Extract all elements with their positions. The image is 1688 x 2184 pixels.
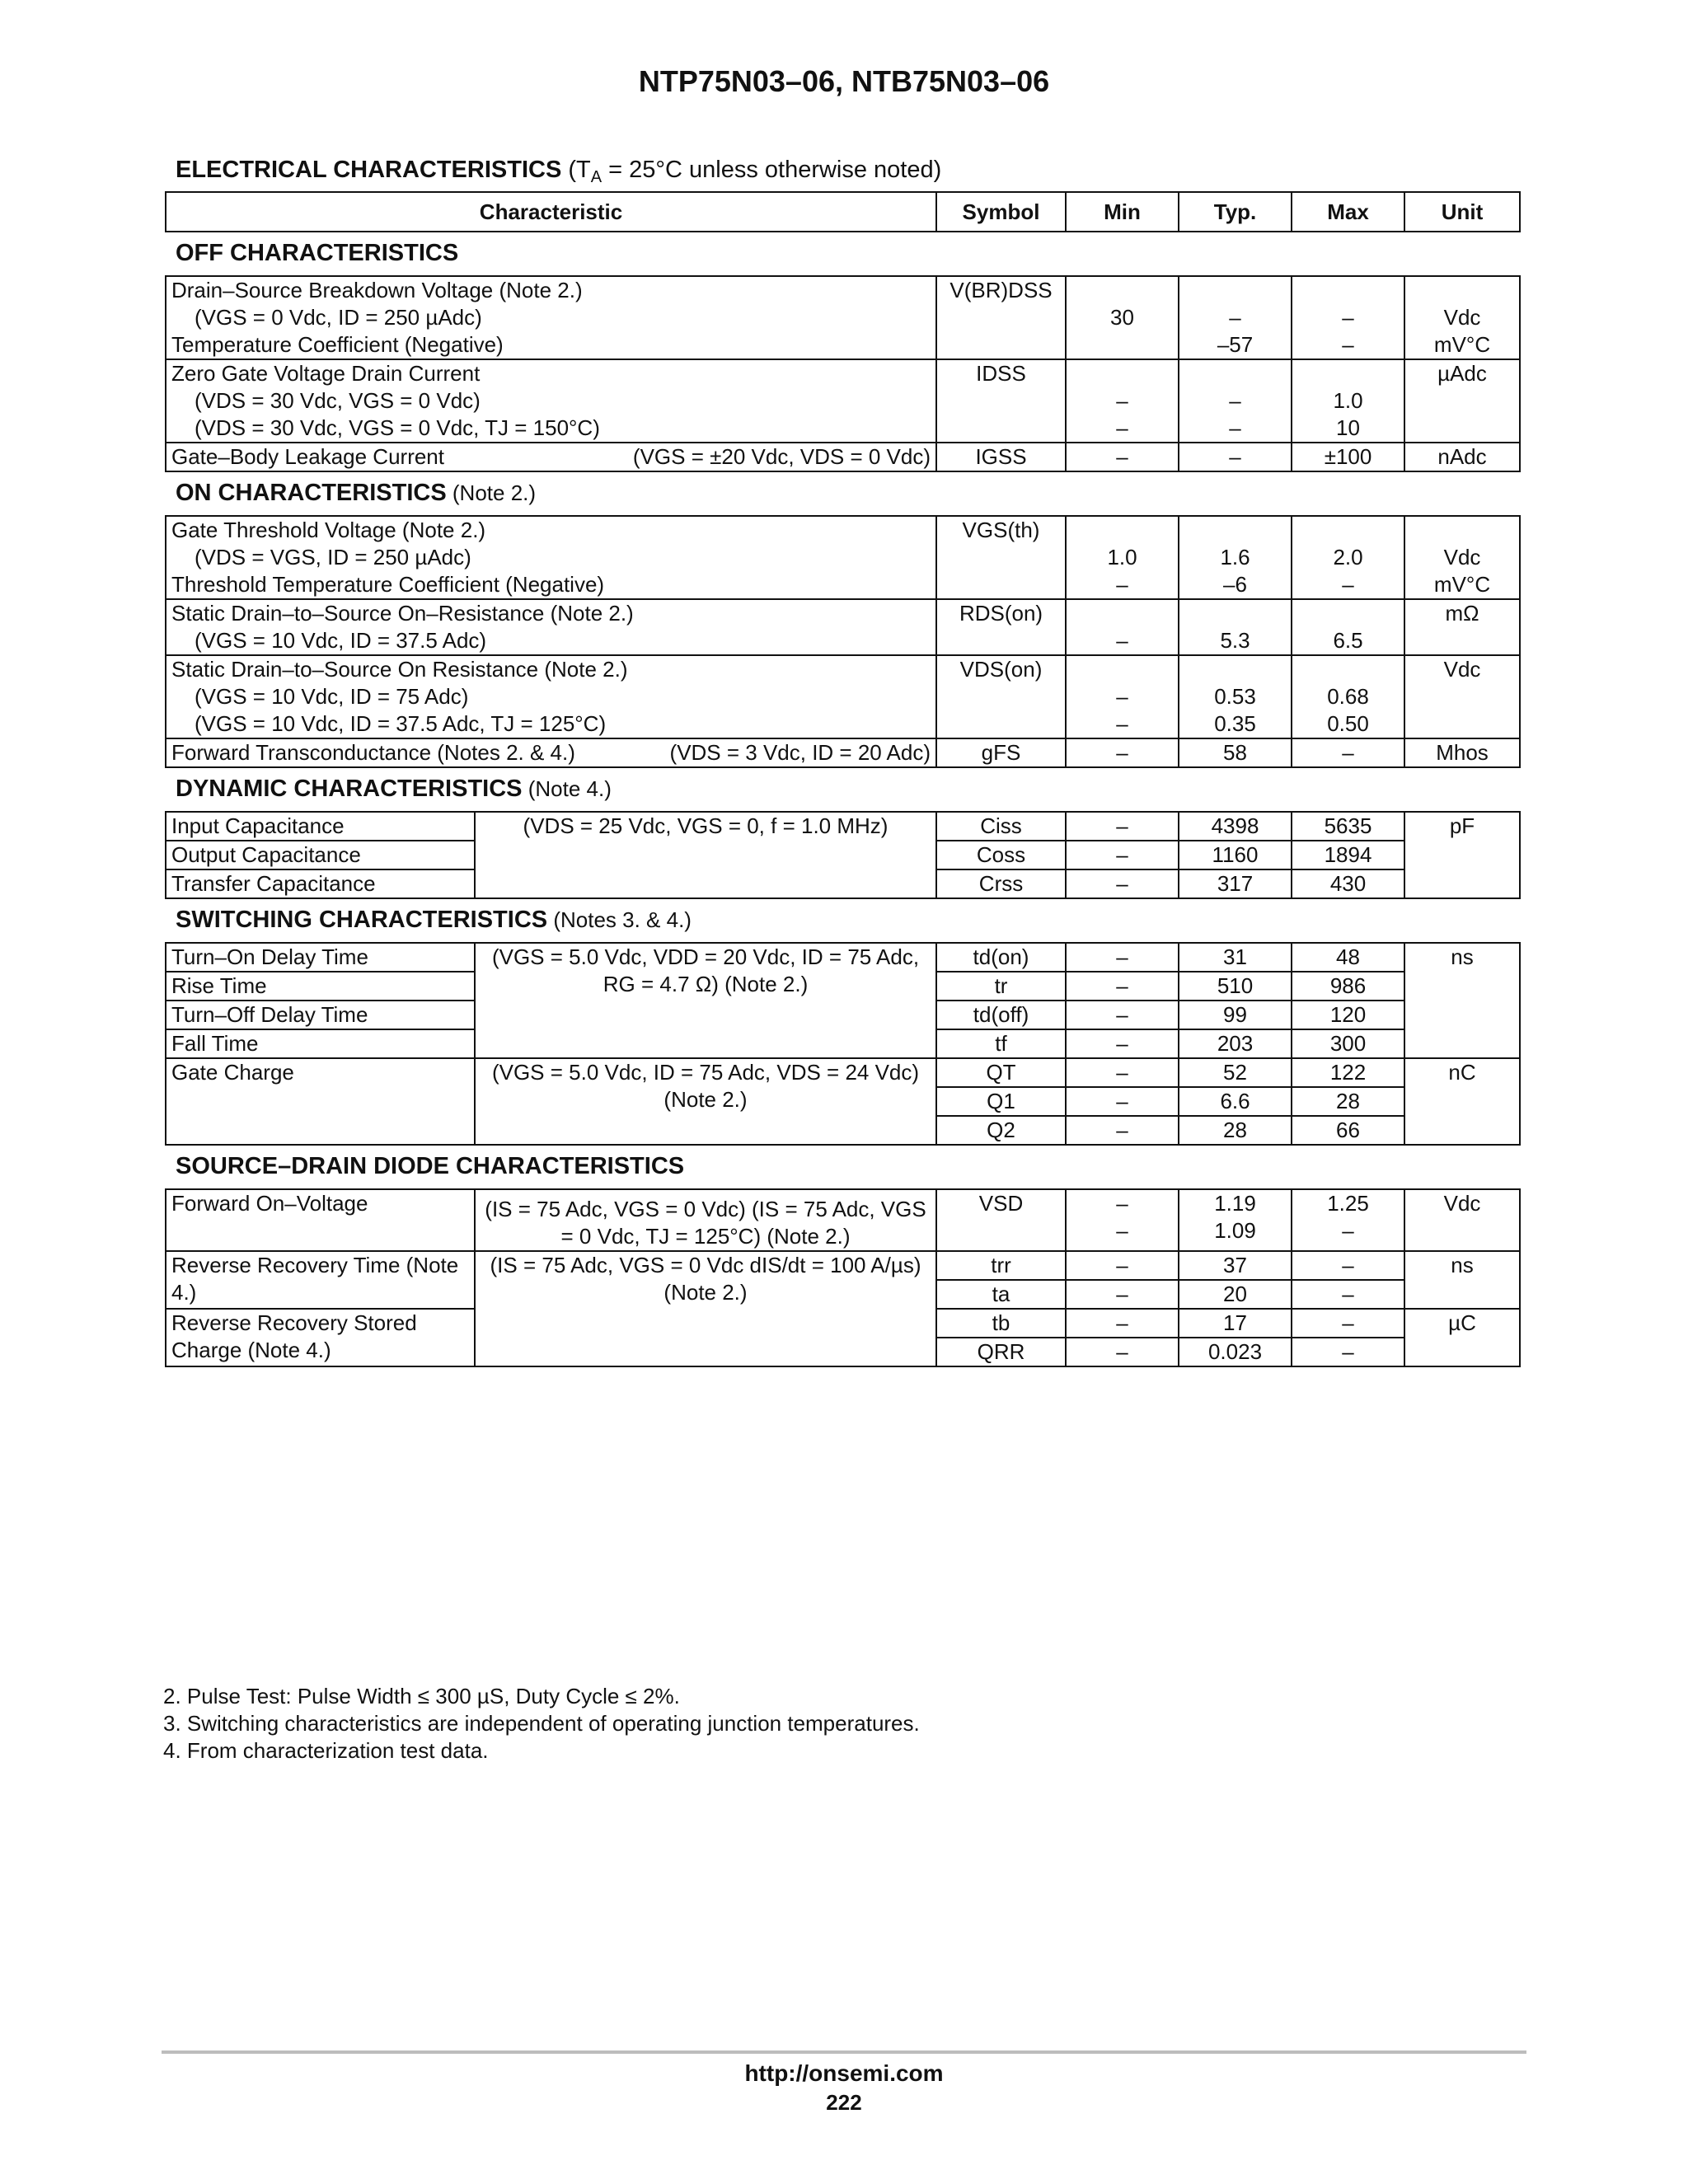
footnote: 3. Switching characteristics are independent of operating junction temperatures. (163, 1711, 920, 1736)
section-switching: SWITCHING CHARACTERISTICS (Notes 3. & 4.) (166, 898, 1520, 943)
header-characteristic: Characteristic (166, 192, 936, 232)
table-row: Rise Time tr – 510 986 (166, 972, 1520, 1001)
page-number: 222 (826, 2090, 862, 2115)
header-unit: Unit (1404, 192, 1520, 232)
table-row: Turn–Off Delay Time td(off) – 99 120 (166, 1001, 1520, 1029)
page-title: NTP75N03–06, NTB75N03–06 (638, 64, 1050, 98)
section-diode: SOURCE–DRAIN DIODE CHARACTERISTICS (166, 1145, 1520, 1189)
electrical-characteristics-table (165, 191, 1521, 1367)
footer-divider (162, 2050, 1526, 2054)
table-row: Q2 – 28 66 (166, 1116, 1520, 1145)
table-row: Input Capacitance (VDS = 25 Vdc, VGS = 0, f = 1.0 MHz) Ciss – 4398 5635 pF (166, 812, 1520, 841)
section-dynamic: DYNAMIC CHARACTERISTICS (Note 4.) (166, 767, 1520, 812)
table-row: Fall Time tf – 203 300 (166, 1029, 1520, 1058)
table-row: Turn–On Delay Time (VGS = 5.0 Vdc, VDD = 20 Vdc, ID = 75 Adc, RG = 4.7 Ω) (Note 2.) td(on) – 31 48 ns (166, 943, 1520, 972)
header-symbol: Symbol (936, 192, 1066, 232)
table-row: Gate–Body Leakage Current (VGS = ±20 Vdc, VDS = 0 Vdc) IGSS – – ±100 nAdc (166, 443, 1520, 471)
header-typ: Typ. (1179, 192, 1292, 232)
header-min: Min (1066, 192, 1179, 232)
table-row: Forward Transconductance (Notes 2. & 4.) (VDS = 3 Vdc, ID = 20 Adc) gFS – 58 – Mhos (166, 738, 1520, 767)
section-heading: ELECTRICAL CHARACTERISTICS ($T_A = 25^\circ C$ unless otherwise noted) (176, 157, 942, 186)
section-on: ON CHARACTERISTICS (Note 2.) (166, 471, 1520, 516)
table-row: Static Drain–to–Source On Resistance (Note 2.) (VGS = 10 Vdc, ID = 75 Adc) (VGS = 10 Vdc, ID = 37.5 Adc, TJ = 125°C) VDS(on) – – 0.53 0.35 0.68 0.50 Vdc (166, 655, 1520, 738)
table-row: Reverse Recovery Time (Note 4.) (IS = 75 Adc, VGS = 0 Vdc dIS/dt = 100 A/µs) (Note 2.) trr – 37 – ns (166, 1251, 1520, 1280)
table-row: Reverse Recovery Stored Charge (Note 4.) tb – 17 – µC (166, 1309, 1520, 1338)
footer-url-link[interactable]: http://onsemi.com (744, 2060, 944, 2086)
section-off: OFF CHARACTERISTICS (166, 232, 1520, 276)
footnote: 2. Pulse Test: Pulse Width ≤ 300 µS, Duty Cycle ≤ 2%. (163, 1684, 680, 1708)
header-max: Max (1292, 192, 1404, 232)
table-row: Gate Threshold Voltage (Note 2.) (VDS = VGS, ID = 250 µAdc) Threshold Temperature Coefficient (Negative) VGS(th) 1.0 – 1.6 –6 2.0 – Vdc mV°C (166, 516, 1520, 599)
footnote: 4. From characterization test data. (163, 1738, 489, 1763)
table-header-row (166, 192, 1520, 232)
table-row: Static Drain–to–Source On–Resistance (Note 2.) (VGS = 10 Vdc, ID = 37.5 Adc) RDS(on) – 5.3 6.5 mΩ (166, 599, 1520, 655)
table-row: Output Capacitance Coss – 1160 1894 (166, 841, 1520, 869)
table-row: Forward On–Voltage (IS = 75 Adc, VGS = 0 Vdc) (IS = 75 Adc, VGS = 0 Vdc, TJ = 125°C) (Note 2.) VSD – – 1.19 1.09 1.25 – Vdc (166, 1189, 1520, 1251)
table-row: Gate Charge (VGS = 5.0 Vdc, ID = 75 Adc, VDS = 24 Vdc) (Note 2.) QT – 52 122 nC (166, 1058, 1520, 1087)
table-row: Transfer Capacitance Crss – 317 430 (166, 869, 1520, 898)
table-row: Zero Gate Voltage Drain Current (VDS = 30 Vdc, VGS = 0 Vdc) (VDS = 30 Vdc, VGS = 0 Vdc, TJ = 150°C) IDSS – – – – 1.0 10 µAdc (166, 359, 1520, 443)
table-row: QRR – 0.023 – (166, 1338, 1520, 1366)
footnotes (163, 1683, 920, 1765)
table-row: Drain–Source Breakdown Voltage (Note 2.) (VGS = 0 Vdc, ID = 250 µAdc) Temperature Coefficient (Negative) V(BR)DSS 30 – –57 – – Vdc mV°C (166, 276, 1520, 359)
table-row: ta – 20 – (166, 1280, 1520, 1309)
table-row: Q1 – 6.6 28 (166, 1087, 1520, 1116)
